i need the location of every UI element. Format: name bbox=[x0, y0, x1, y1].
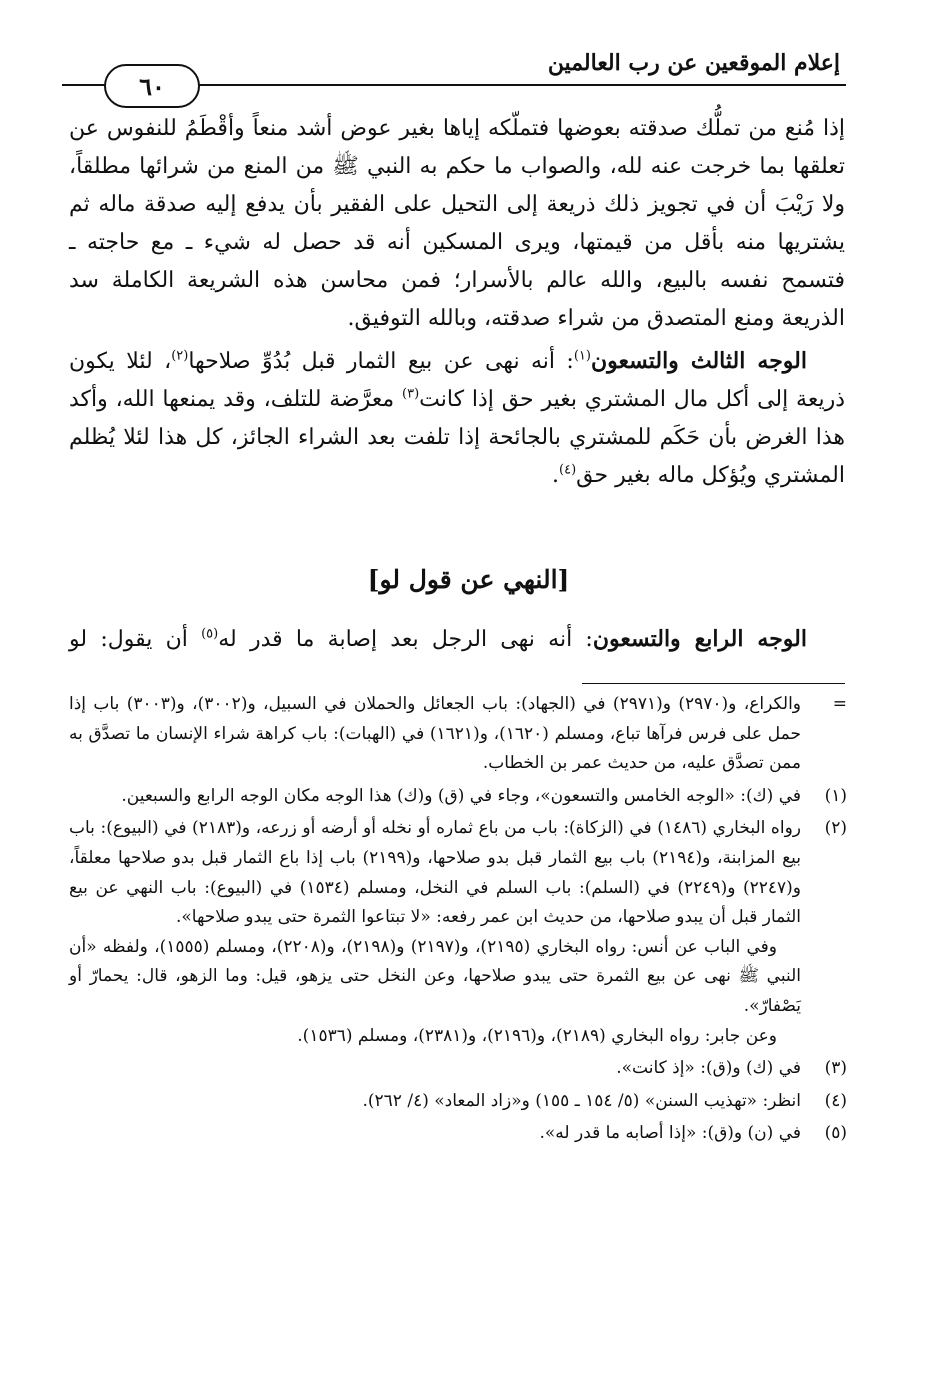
footnote-text: في (ن) و(ق): «إذا أصابه ما قدر له». bbox=[539, 1123, 801, 1144]
footnote-mark: (١) bbox=[824, 785, 847, 806]
footnote-body bbox=[69, 814, 801, 1051]
paragraph-text: معرَّضة للتلف، وقد يمنعها الله، وأكد هذا الغرض بأن حَكَم للمشتري بالجائحة إذا تلفت بعد الشراء الجائز، كل هذا لئلا يُظلم المشتري ويُؤكل ماله بغير حق bbox=[69, 387, 845, 488]
running-title: إعلام الموقعين عن رب العالمين bbox=[547, 50, 840, 76]
footnote-body bbox=[69, 1119, 801, 1149]
footnote-mark: (٤) bbox=[824, 1090, 847, 1111]
footnote-2 bbox=[69, 814, 847, 1051]
footnote-body bbox=[69, 1087, 801, 1117]
paragraph-text: أن يقول: لو bbox=[69, 627, 202, 652]
footnote-ref-3: (٣) bbox=[402, 386, 420, 402]
page-number-frame bbox=[104, 64, 200, 108]
paragraph-text: : أنه نهى الرجل بعد إصابة ما قدر له bbox=[218, 627, 593, 652]
footnote-body bbox=[69, 690, 801, 779]
main-text bbox=[69, 110, 845, 495]
footnotes bbox=[69, 690, 847, 1152]
footnote-4 bbox=[69, 1087, 847, 1117]
footnote-text: انظر: «تهذيب السنن» (٥/ ١٥٤ ـ ١٥٥) و«زاد المعاد» (٤/ ٢٦٢). bbox=[362, 1090, 801, 1111]
footnote-separator bbox=[582, 683, 845, 684]
footnote-body bbox=[69, 1054, 801, 1084]
footnote-ref-5: (٥) bbox=[201, 626, 219, 642]
footnote-ref-4: (٤) bbox=[559, 462, 577, 478]
footnote-text: في (ك): «الوجه الخامس والتسعون»، وجاء في (ق) و(ك) هذا الوجه مكان الوجه الرابع والسبعين. bbox=[121, 785, 801, 806]
footnote-1 bbox=[69, 782, 847, 812]
footnote-text: وفي الباب عن أنس: رواه البخاري (٢١٩٥)، و(٢١٩٧) و(٢١٩٨)، و(٢٢٠٨)، ومسلم (١٥٥٥)، ولفظه «أن النبي ﷺ نهى عن بيع الثمرة حتى يبدو صلاحها، وعن النخل حتى يزهو، قيل: وما الزهو، قال: يحمارّ أو يَصْفارّ». bbox=[69, 936, 801, 1016]
paragraph-lead: الوجه الرابع والتسعون bbox=[592, 626, 807, 652]
footnote-mark: (٥) bbox=[824, 1123, 847, 1144]
section-paragraph bbox=[69, 620, 845, 659]
footnote-body bbox=[69, 782, 801, 812]
footnote-text: في (ك) و(ق): «إذ كانت». bbox=[616, 1058, 801, 1079]
footnote-3 bbox=[69, 1054, 847, 1084]
footnote-text: رواه البخاري (١٤٨٦) في (الزكاة): باب من باع ثماره أو نخله أو أرضه أو زرعه، و(٢١٨٣) في (البيوع): باب بيع المزابنة، و(٢١٩٤) باب بيع الثمار قبل بدو صلاحها، و(٢١٩٩) باب إذا باع الثمار قبل بدو صلاحها معلقاً، و(٢٢٤٧) و(٢٢٤٩) في (السلم): باب السلم في النخل، ومسلم (١٥٣٤) في (البيوع): باب النهي عن بيع الثمار قبل أن يبدو صلاحها، من حديث ابن عمر رفعه: «لا تبتاعوا الثمرة حتى يبدو صلاحها». bbox=[69, 818, 801, 928]
page-number: ٦٠ bbox=[139, 71, 165, 101]
footnote-mark: (٣) bbox=[824, 1058, 847, 1079]
footnote-ref-2: (٢) bbox=[171, 348, 189, 364]
footnote-5 bbox=[69, 1119, 847, 1149]
paragraph-lead: الوجه الثالث والتسعون bbox=[590, 348, 807, 374]
page-header bbox=[62, 40, 846, 116]
footnote-text: وعن جابر: رواه البخاري (٢١٨٩)، و(٢١٩٦)، و(٢٣٨١)، ومسلم (١٥٣٦). bbox=[297, 1025, 777, 1046]
footnote-ref-1: (١) bbox=[573, 348, 591, 364]
paragraph-2 bbox=[69, 342, 845, 495]
footnote-text: والكراع، و(٢٩٧٠) و(٢٩٧١) في (الجهاد): باب الجعائل والحملان في السبيل، و(٣٠٠٢)، و(٣٠٠٣) باب إذا حمل على فرس فرآها تباع، ومسلم (١٦٢٠)، و(١٦٢١) في (الهبات): باب كراهة شراء الإنسان ما تصدَّق به ممن تصدَّق عليه، من حديث عمر بن الخطاب. bbox=[69, 694, 802, 774]
paragraph-text: . bbox=[552, 463, 560, 488]
paragraph-text: ، لئلا يكون ذريعة إلى أكل مال المشتري بغير حق إذا كانت bbox=[69, 349, 846, 412]
footnote-mark: (٢) bbox=[824, 818, 847, 839]
paragraph-1: إذا مُنع من تملُّك صدقته بعوضها فتملّكه إياها بغير عوض أشد منعاً وأقْطَمُ للنفوس عن تعلقها بما خرجت عنه لله، والصواب ما حكم به النبي ﷺ من المنع من شرائها مطلقاً، ولا رَيْبَ أن في تجويز ذلك ذريعة إلى التحيل على الفقير بأن يدفع إليه صدقة ماله ثم يشتريها منه بأقل من قيمتها، ويرى المسكين أنه قد حصل له شيء ـ مع حاجته ـ فتسمح نفسه بالبيع، والله عالم بالأسرار؛ فمن محاسن هذه الشريعة الكاملة سد الذريعة ومنع المتصدق من شراء صدقته، وبالله التوفيق. bbox=[69, 116, 845, 331]
section-heading: [النهي عن قول لو] bbox=[367, 565, 570, 594]
paragraph-text: : أنه نهى عن بيع الثمار قبل بُدُوِّ صلاحها bbox=[188, 349, 574, 374]
footnote-mark: = bbox=[832, 694, 847, 714]
footnote-continued bbox=[69, 690, 847, 779]
